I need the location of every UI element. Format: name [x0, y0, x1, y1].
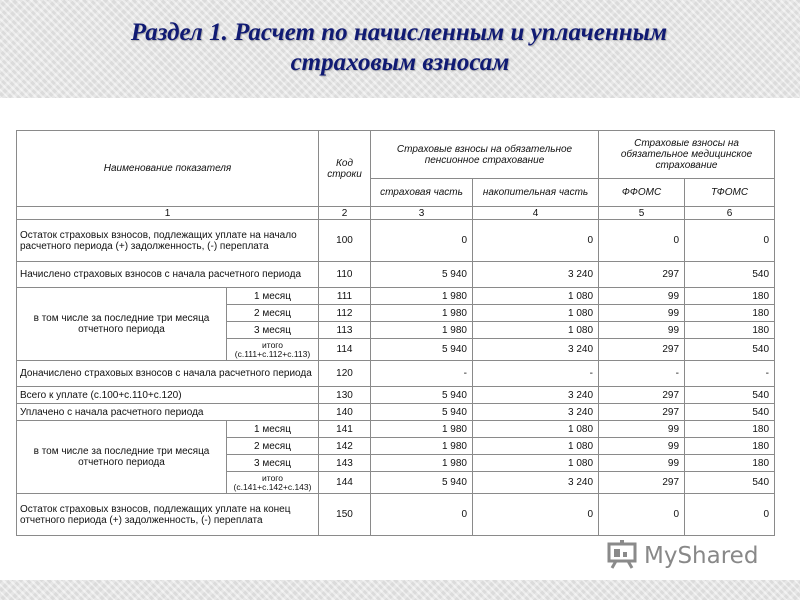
- cell-value: 180: [685, 421, 775, 438]
- table-row: [17, 421, 775, 438]
- cell-value: 5 940: [371, 262, 473, 288]
- cell-value: 540: [685, 339, 775, 361]
- title-line-2: страховым взносам: [290, 49, 510, 76]
- cell-value: 180: [685, 438, 775, 455]
- header-pension-group: Страховые взносы на обязательное пенсионное страхование: [371, 131, 599, 179]
- header-insurance-part: страховая часть: [371, 179, 473, 207]
- cell-value: 0: [685, 494, 775, 536]
- colnum-3: 3: [371, 207, 473, 220]
- cell-value: 297: [599, 404, 685, 421]
- group-label: в том числе за последние три месяца отчетного периода: [17, 288, 227, 361]
- title-line-1: Раздел 1. Расчет по начисленным и уплаченным: [130, 19, 668, 46]
- row-code: 140: [319, 404, 371, 421]
- cell-value: 540: [685, 262, 775, 288]
- table-row: [17, 494, 775, 536]
- total-label: итого: [262, 472, 283, 483]
- colnum-2: 2: [319, 207, 371, 220]
- row-sublabel: 1 месяц: [227, 421, 319, 438]
- column-number-row: [17, 207, 775, 220]
- total-formula: (с.111+с.112+с.113): [234, 348, 311, 359]
- row-code: 110: [319, 262, 371, 288]
- row-sublabel: 2 месяц: [227, 305, 319, 322]
- watermark-text: MyShared: [644, 543, 759, 569]
- total-label: итого: [262, 339, 283, 350]
- table-row: [17, 361, 775, 387]
- cell-value: 0: [371, 494, 473, 536]
- cell-value: 1 980: [371, 305, 473, 322]
- row-code: 141: [319, 421, 371, 438]
- row-sublabel-total: [227, 472, 319, 494]
- header-tfoms: ТФОМС: [685, 179, 775, 207]
- cell-value: 3 240: [473, 387, 599, 404]
- cell-value: 297: [599, 387, 685, 404]
- table-row: [17, 262, 775, 288]
- row-code: 100: [319, 220, 371, 262]
- cell-value: 1 980: [371, 455, 473, 472]
- cell-value: 99: [599, 438, 685, 455]
- header-funded-part: накопительная часть: [473, 179, 599, 207]
- header-ffoms: ФФОМС: [599, 179, 685, 207]
- cell-value: 1 080: [473, 288, 599, 305]
- cell-value: -: [685, 361, 775, 387]
- cell-value: 540: [685, 472, 775, 494]
- cell-value: 0: [371, 220, 473, 262]
- row-sublabel: 2 месяц: [227, 438, 319, 455]
- row-code: 114: [319, 339, 371, 361]
- cell-value: 3 240: [473, 404, 599, 421]
- cell-value: 3 240: [473, 339, 599, 361]
- total-formula: (с.141+с.142+с.143): [233, 481, 312, 492]
- row-code: 144: [319, 472, 371, 494]
- row-label: Всего к уплате (с.100+с.110+с.120): [17, 387, 319, 404]
- cell-value: 1 980: [371, 438, 473, 455]
- header-code: Код строки: [319, 131, 371, 207]
- header-name: Наименование показателя: [17, 131, 319, 207]
- cell-value: 1 080: [473, 421, 599, 438]
- row-label: Уплачено с начала расчетного периода: [17, 404, 319, 421]
- cell-value: 540: [685, 387, 775, 404]
- cell-value: 0: [599, 220, 685, 262]
- row-code: 113: [319, 322, 371, 339]
- row-sublabel: 1 месяц: [227, 288, 319, 305]
- group-label: в том числе за последние три месяца отчетного периода: [17, 421, 227, 494]
- cell-value: 0: [473, 494, 599, 536]
- row-label: Остаток страховых взносов, подлежащих уплате на конец отчетного периода (+) задолженность, (-) переплата: [17, 494, 319, 536]
- cell-value: 3 240: [473, 472, 599, 494]
- cell-value: 1 080: [473, 455, 599, 472]
- row-code: 142: [319, 438, 371, 455]
- colnum-1: 1: [17, 207, 319, 220]
- table-row: [17, 288, 775, 305]
- cell-value: 297: [599, 339, 685, 361]
- cell-value: 5 940: [371, 472, 473, 494]
- cell-value: 1 080: [473, 305, 599, 322]
- presentation-board-icon: [606, 539, 638, 574]
- table-row: [17, 220, 775, 262]
- colnum-4: 4: [473, 207, 599, 220]
- row-code: 130: [319, 387, 371, 404]
- row-label: Остаток страховых взносов, подлежащих уплате на начало расчетного периода (+) задолженность, (-) переплата: [17, 220, 319, 262]
- colnum-6: 6: [685, 207, 775, 220]
- row-sublabel: 3 месяц: [227, 322, 319, 339]
- cell-value: 0: [685, 220, 775, 262]
- row-code: 111: [319, 288, 371, 305]
- row-sublabel-total: [227, 339, 319, 361]
- cell-value: 180: [685, 455, 775, 472]
- cell-value: 180: [685, 305, 775, 322]
- header-row-1: [17, 131, 775, 179]
- slide-title: [0, 18, 800, 78]
- cell-value: -: [371, 361, 473, 387]
- table-row: [17, 387, 775, 404]
- cell-value: 99: [599, 421, 685, 438]
- cell-value: 180: [685, 322, 775, 339]
- cell-value: 0: [473, 220, 599, 262]
- cell-value: 3 240: [473, 262, 599, 288]
- cell-value: 1 980: [371, 288, 473, 305]
- row-code: 112: [319, 305, 371, 322]
- cell-value: 0: [599, 494, 685, 536]
- row-code: 143: [319, 455, 371, 472]
- cell-value: 1 080: [473, 322, 599, 339]
- cell-value: 5 940: [371, 404, 473, 421]
- cell-value: 297: [599, 472, 685, 494]
- cell-value: -: [599, 361, 685, 387]
- cell-value: 5 940: [371, 339, 473, 361]
- myshared-watermark: [606, 539, 758, 573]
- row-label: Начислено страховых взносов с начала расчетного периода: [17, 262, 319, 288]
- cell-value: 5 940: [371, 387, 473, 404]
- cell-value: 180: [685, 288, 775, 305]
- row-sublabel: 3 месяц: [227, 455, 319, 472]
- contributions-table: [16, 130, 775, 536]
- cell-value: -: [473, 361, 599, 387]
- row-code: 120: [319, 361, 371, 387]
- cell-value: 99: [599, 288, 685, 305]
- table-row: [17, 404, 775, 421]
- cell-value: 99: [599, 455, 685, 472]
- cell-value: 1 080: [473, 438, 599, 455]
- header-medical-group: Страховые взносы на обязательное медицинское страхование: [599, 131, 775, 179]
- colnum-5: 5: [599, 207, 685, 220]
- cell-value: 297: [599, 262, 685, 288]
- row-label: Доначислено страховых взносов с начала расчетного периода: [17, 361, 319, 387]
- cell-value: 1 980: [371, 322, 473, 339]
- cell-value: 1 980: [371, 421, 473, 438]
- cell-value: 99: [599, 305, 685, 322]
- cell-value: 99: [599, 322, 685, 339]
- cell-value: 540: [685, 404, 775, 421]
- row-code: 150: [319, 494, 371, 536]
